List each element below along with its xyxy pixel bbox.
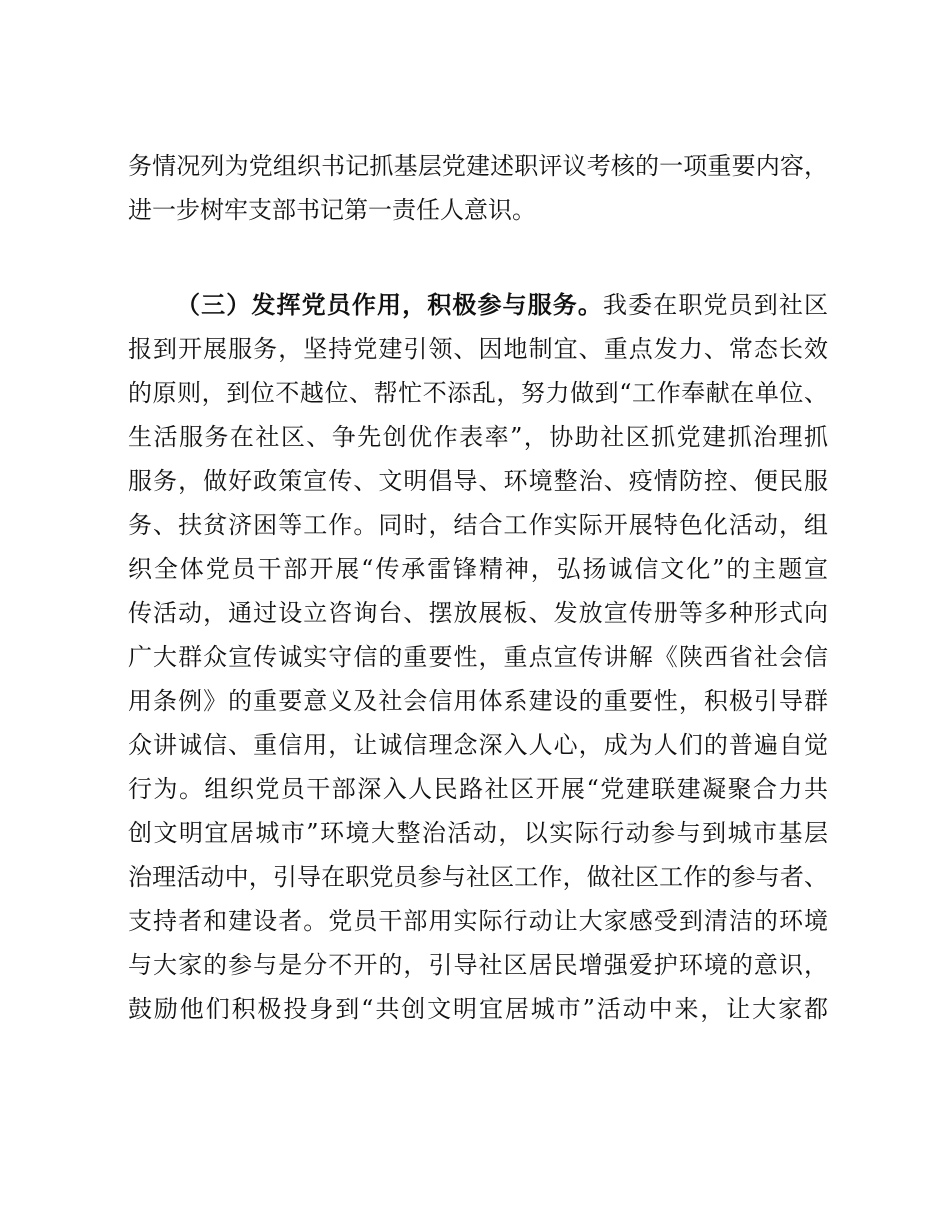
paragraph-section-three xyxy=(128,283,828,1031)
paragraph-line: 治理活动中，引导在职党员参与社区工作，做社区工作的参与者、 xyxy=(128,863,828,891)
section-first-line xyxy=(128,283,828,327)
paragraph-line: 创文明宜居城市”环境大整治活动，以实际行动参与到城市基层 xyxy=(128,819,828,847)
paragraph-line: 织全体党员干部开展“传承雷锋精神，弘扬诚信文化”的主题宣 xyxy=(128,555,828,583)
paragraph-line: 用条例》的重要意义及社会信用体系建设的重要性，积极引导群 xyxy=(128,687,828,715)
paragraph-line: 服务，做好政策宣传、文明倡导、环境整治、疫情防控、便民服 xyxy=(128,467,828,495)
paragraph-line: 生活服务在社区、争先创优作表率”，协助社区抓党建抓治理抓 xyxy=(128,423,828,451)
paragraph-line: 众讲诚信、重信用，让诚信理念深入人心，成为人们的普遍自觉 xyxy=(128,731,828,759)
paragraph-line: 行为。组织党员干部深入人民路社区开展“党建联建凝聚合力共 xyxy=(128,775,828,803)
paragraph-line: 报到开展服务，坚持党建引领、因地制宜、重点发力、常态长效 xyxy=(128,335,828,363)
paragraph-line: 与大家的参与是分不开的，引导社区居民增强爱护环境的意识， xyxy=(128,951,828,979)
section-heading: （三）发挥党员作用，积极参与服务。 xyxy=(176,290,604,319)
section-first-line-text: 我委在职党员到社区 xyxy=(603,291,829,319)
paragraph-line: 支持者和建设者。党员干部用实际行动让大家感受到清洁的环境 xyxy=(128,907,828,935)
paragraph-line: 鼓励他们积极投身到“共创文明宜居城市”活动中来，让大家都 xyxy=(128,995,828,1023)
paragraph-line: 广大群众宣传诚实守信的重要性，重点宣传讲解《陕西省社会信 xyxy=(128,643,828,671)
paragraph-line: 进一步树牢支部书记第一责任人意识。 xyxy=(128,196,536,224)
paragraph-continuation xyxy=(128,144,828,232)
paragraph-line: 传活动，通过设立咨询台、摆放展板、发放宣传册等多种形式向 xyxy=(128,599,828,627)
paragraph-line: 务、扶贫济困等工作。同时，结合工作实际开展特色化活动，组 xyxy=(128,511,828,539)
paragraph-line: 的原则，到位不越位、帮忙不添乱，努力做到“工作奉献在单位、 xyxy=(128,379,828,407)
paragraph-line: 务情况列为党组织书记抓基层党建述职评议考核的一项重要内容， xyxy=(128,152,828,180)
